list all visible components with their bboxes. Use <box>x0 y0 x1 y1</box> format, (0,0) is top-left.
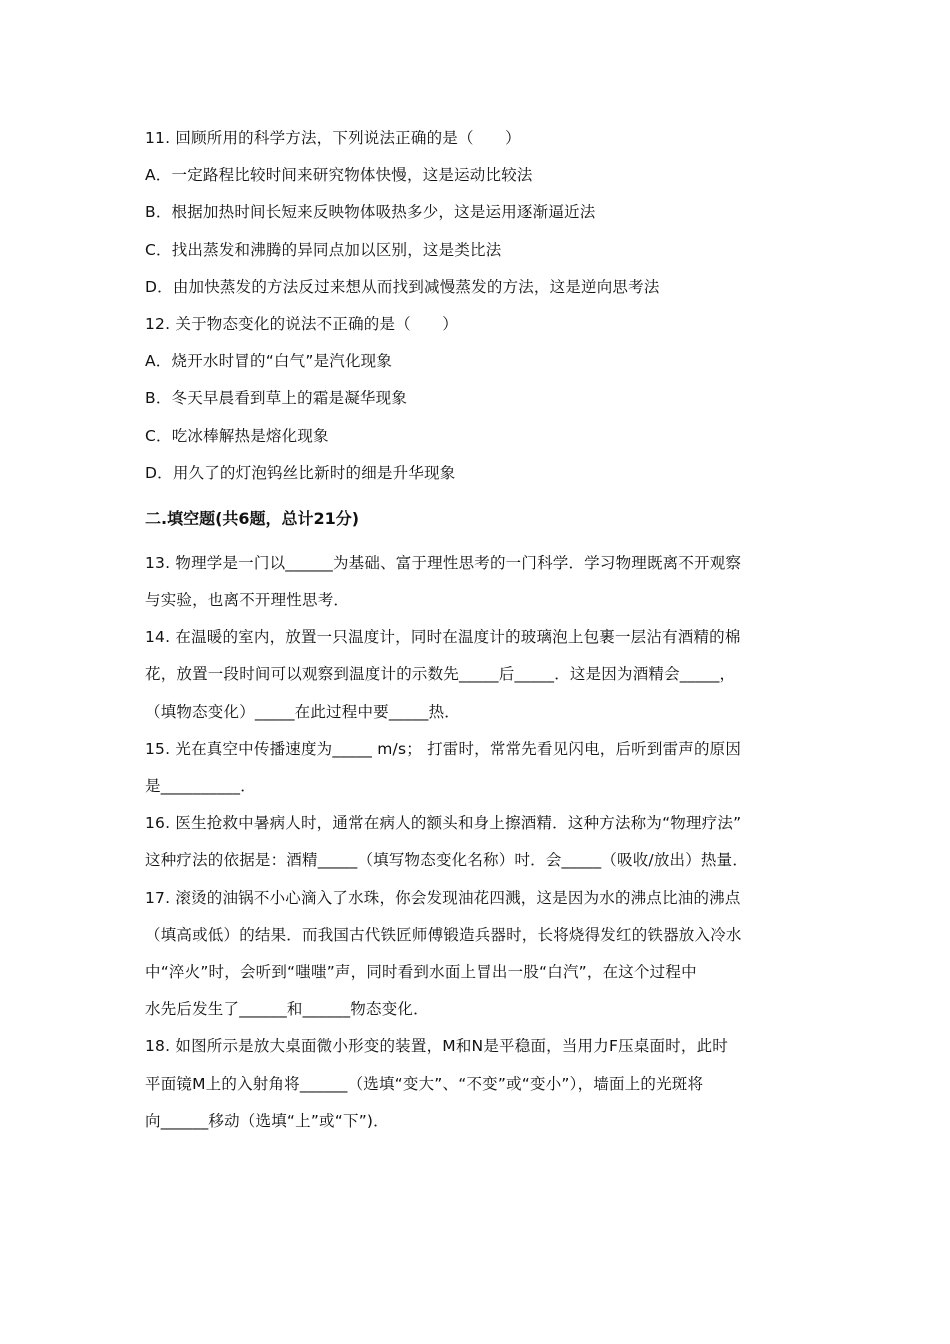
worksheet-page <box>145 120 810 1140</box>
option-d: D．用久了的灯泡钨丝比新时的细是升华现象 <box>145 463 456 482</box>
question-stem: 11. 回顾所用的科学方法，下列说法正确的是（ ） <box>145 129 521 147</box>
text-line: （填高或低）的结果．而我国古代铁匠师傅锻造兵器时，长将烧得发红的铁器放入冷水 <box>145 925 742 944</box>
option-a: A．一定路程比较时间来研究物体快慢，这是运动比较法 <box>145 166 533 185</box>
section-heading: 二.填空题(共6题，总计21分) <box>145 508 360 528</box>
question-11 <box>145 120 810 306</box>
option-d: D．由加快蒸发的方法反过来想从而找到减慢蒸发的方法，这是逆向思考法 <box>145 277 660 296</box>
text-line: 17. 滚烫的油锅不小心滴入了水珠，你会发现油花四溅，这是因为水的沸点比油的沸点 <box>145 888 741 907</box>
text-line: 13. 物理学是一门以______为基础、富于理性思考的一门科学．学习物理既离不开观察 <box>145 553 742 572</box>
text-line: 16. 医生抢救中暑病人时，通常在病人的额头和身上擦酒精．这种方法称为“物理疗法” <box>145 814 742 833</box>
text-line: （填物态变化）_____在此过程中要_____热． <box>145 702 461 721</box>
text-line: 18. 如图所示是放大桌面微小形变的装置，M和N是平稳面，当用力F压桌面时，此时 <box>145 1037 728 1056</box>
text-line: 平面镜M上的入射角将______（选填“变大”、“不变”或“变小”），墙面上的光斑将 <box>145 1074 704 1093</box>
text-line: 水先后发生了______和______物态变化． <box>145 1000 429 1019</box>
question-stem: 12. 关于物态变化的说法不正确的是（ ） <box>145 314 458 333</box>
text-line: 中“淬火”时，会听到“嗤嗤”声，同时看到水面上冒出一股“白汽”，在这个过程中 <box>145 962 697 981</box>
text-line: 是__________． <box>145 777 256 795</box>
option-b: B．冬天早晨看到草上的霜是凝华现象 <box>145 389 408 408</box>
text-line: 14. 在温暖的室内，放置一只温度计，同时在温度计的玻璃泡上包裹一层沾有酒精的棉 <box>145 628 741 647</box>
question-12 <box>145 306 810 492</box>
text-line: 这种疗法的依据是：酒精_____（填写物态变化名称）吋．会_____（吸收/放出）热量． <box>145 851 749 870</box>
text-line: 花，放置一段时间可以观察到温度计的示数先_____后_____．这是因为酒精会_____， <box>145 665 736 684</box>
option-c: C．吃冰棒解热是熔化现象 <box>145 426 329 445</box>
option-c: C．找出蒸发和沸腾的异同点加以区别，这是类比法 <box>145 240 502 259</box>
text-line: 15. 光在真空中传播速度为_____ m/s； 打雷时，常常先看见闪电，后听到雷声的原因 <box>145 739 742 758</box>
option-a: A．烧开水时冒的“白气”是汽化现象 <box>145 352 393 371</box>
fill-in-section <box>145 545 810 1140</box>
option-b: B．根据加热时间长短来反映物体吸热多少，这是运用逐渐逼近法 <box>145 203 596 222</box>
text-line: 向______移动（选填“上”或“下”)． <box>145 1111 389 1130</box>
text-line: 与实验，也离不开理性思考． <box>145 591 350 610</box>
